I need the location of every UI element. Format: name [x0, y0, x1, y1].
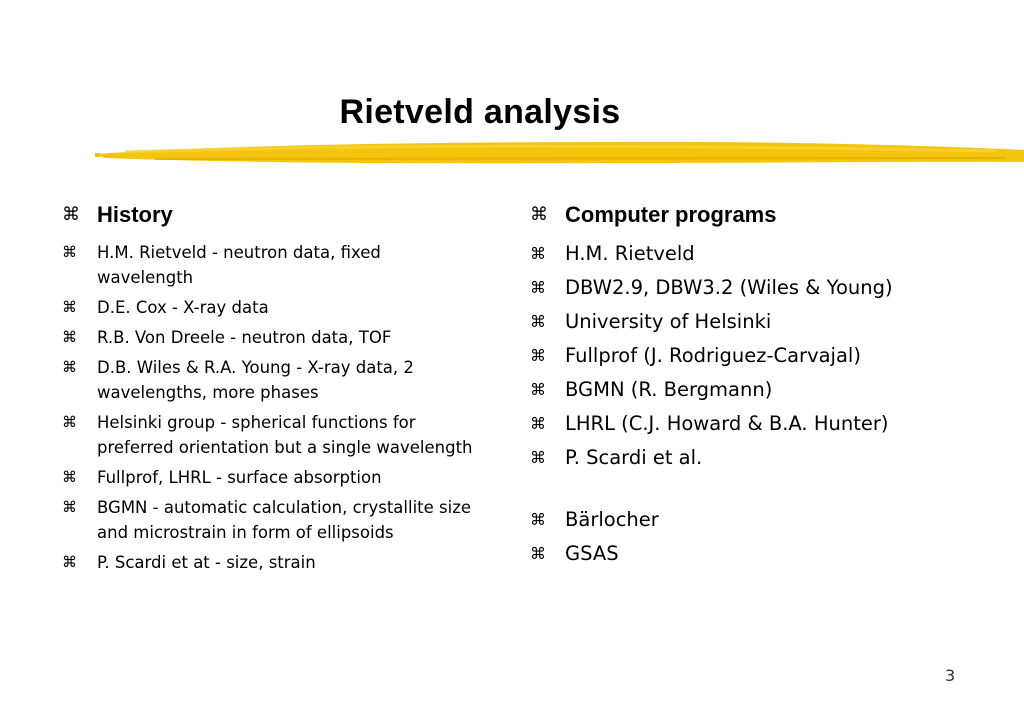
command-bullet-icon: ⌘ [530, 510, 546, 529]
command-bullet-icon: ⌘ [62, 358, 77, 376]
list-item [530, 506, 970, 534]
page-number: 3 [945, 666, 956, 685]
list-item [62, 410, 482, 460]
list-item [62, 355, 482, 405]
list-item [530, 410, 970, 438]
list-item [62, 495, 482, 545]
item-text: LHRL (C.J. Howard & B.A. Hunter) [565, 412, 889, 435]
item-text: Helsinki group - spherical functions for preferred orientation but a single wavelength [97, 413, 473, 457]
list-item [530, 240, 970, 268]
item-text: H.M. Rietveld - neutron data, fixed wavelength [97, 243, 381, 287]
list-item [530, 444, 970, 472]
item-text: Bärlocher [565, 508, 659, 531]
item-text: Fullprof, LHRL - surface absorption [97, 468, 382, 487]
item-text: P. Scardi et al. [565, 446, 703, 469]
list-item [530, 274, 970, 302]
heading-text: Computer programs [565, 202, 777, 227]
item-text: Fullprof (J. Rodriguez-Carvajal) [565, 344, 861, 367]
command-bullet-icon: ⌘ [62, 468, 77, 486]
list-item [530, 342, 970, 370]
command-bullet-icon: ⌘ [62, 204, 80, 225]
command-bullet-icon: ⌘ [530, 380, 546, 399]
item-text: BGMN (R. Bergmann) [565, 378, 773, 401]
heading-text: History [97, 202, 173, 227]
command-bullet-icon: ⌘ [62, 328, 77, 346]
command-bullet-icon: ⌘ [530, 414, 546, 433]
command-bullet-icon: ⌘ [530, 448, 546, 467]
item-text: P. Scardi et at - size, strain [97, 553, 316, 572]
command-bullet-icon: ⌘ [62, 498, 77, 516]
list-item [530, 308, 970, 336]
command-bullet-icon: ⌘ [62, 553, 77, 571]
computer-programs-list [530, 200, 970, 574]
item-text: D.E. Cox - X-ray data [97, 298, 269, 317]
item-text: DBW2.9, DBW3.2 (Wiles & Young) [565, 276, 893, 299]
item-text: H.M. Rietveld [565, 242, 695, 265]
list-spacer [530, 478, 970, 506]
list-item [530, 376, 970, 404]
list-item [62, 325, 482, 350]
item-text: University of Helsinki [565, 310, 772, 333]
computer-programs-heading [530, 200, 970, 230]
command-bullet-icon: ⌘ [62, 243, 77, 261]
command-bullet-icon: ⌘ [530, 204, 548, 225]
command-bullet-icon: ⌘ [530, 312, 546, 331]
item-text: BGMN - automatic calculation, crystallite size and microstrain in form of ellipsoids [97, 498, 472, 542]
title-underline-brushstroke [95, 136, 1024, 172]
command-bullet-icon: ⌘ [530, 346, 546, 365]
list-item [62, 240, 482, 290]
item-text: R.B. Von Dreele - neutron data, TOF [97, 328, 392, 347]
command-bullet-icon: ⌘ [530, 244, 546, 263]
list-item [530, 540, 970, 568]
list-item [62, 550, 482, 575]
slide-title: Rietveld analysis [339, 93, 621, 131]
list-item [62, 465, 482, 490]
command-bullet-icon: ⌘ [62, 298, 77, 316]
command-bullet-icon: ⌘ [62, 413, 77, 431]
list-item [62, 295, 482, 320]
command-bullet-icon: ⌘ [530, 544, 546, 563]
item-text: GSAS [565, 542, 619, 565]
history-heading [62, 200, 482, 230]
item-text: D.B. Wiles & R.A. Young - X-ray data, 2 wavelengths, more phases [97, 358, 414, 402]
history-list [62, 200, 482, 580]
command-bullet-icon: ⌘ [530, 278, 546, 297]
